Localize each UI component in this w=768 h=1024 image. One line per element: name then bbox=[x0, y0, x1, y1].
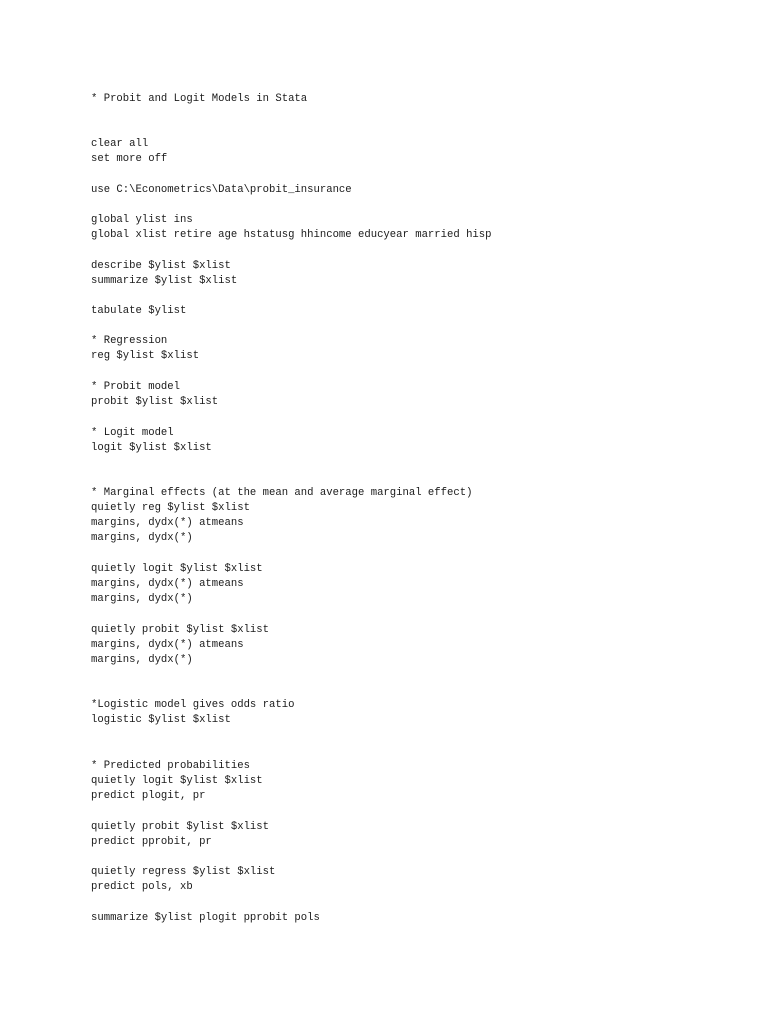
code-line: clear all bbox=[91, 138, 149, 150]
code-line: global xlist retire age hstatusg hhincome educyear married hisp bbox=[91, 229, 492, 241]
code-line: quietly probit $ylist $xlist bbox=[91, 624, 270, 636]
code-line: margins, dydx(*) atmeans bbox=[91, 639, 244, 651]
comment-line: *Logistic model gives odds ratio bbox=[91, 699, 295, 711]
comment-line: * Probit model bbox=[91, 381, 181, 393]
code-line: set more off bbox=[91, 153, 168, 165]
code-line: use C:\Econometrics\Data\probit_insurance bbox=[91, 184, 352, 196]
code-line: quietly logit $ylist $xlist bbox=[91, 563, 263, 575]
code-line: margins, dydx(*) bbox=[91, 532, 193, 544]
code-line: summarize $ylist $xlist bbox=[91, 275, 238, 287]
comment-line: * Predicted probabilities bbox=[91, 760, 250, 772]
code-line: predict pprobit, pr bbox=[91, 836, 212, 848]
code-line: predict pols, xb bbox=[91, 881, 193, 893]
code-line: margins, dydx(*) bbox=[91, 654, 193, 666]
code-line: describe $ylist $xlist bbox=[91, 260, 231, 272]
code-line: tabulate $ylist bbox=[91, 305, 187, 317]
code-line: quietly logit $ylist $xlist bbox=[91, 775, 263, 787]
code-line: global ylist ins bbox=[91, 214, 193, 226]
code-line: margins, dydx(*) atmeans bbox=[91, 517, 244, 529]
comment-line: * Logit model bbox=[91, 427, 174, 439]
code-line: reg $ylist $xlist bbox=[91, 350, 200, 362]
code-line: margins, dydx(*) atmeans bbox=[91, 578, 244, 590]
title-comment: * Probit and Logit Models in Stata bbox=[91, 93, 308, 105]
code-line: quietly probit $ylist $xlist bbox=[91, 821, 270, 833]
code-line: quietly regress $ylist $xlist bbox=[91, 866, 276, 878]
code-line: logit $ylist $xlist bbox=[91, 442, 212, 454]
comment-line: * Regression bbox=[91, 335, 168, 347]
code-line: predict plogit, pr bbox=[91, 790, 206, 802]
code-line: probit $ylist $xlist bbox=[91, 396, 219, 408]
code-line: summarize $ylist plogit pprobit pols bbox=[91, 912, 320, 924]
comment-line: * Marginal effects (at the mean and average marginal effect) bbox=[91, 487, 473, 499]
code-line: margins, dydx(*) bbox=[91, 593, 193, 605]
code-line: quietly reg $ylist $xlist bbox=[91, 502, 250, 514]
code-line: logistic $ylist $xlist bbox=[91, 714, 231, 726]
